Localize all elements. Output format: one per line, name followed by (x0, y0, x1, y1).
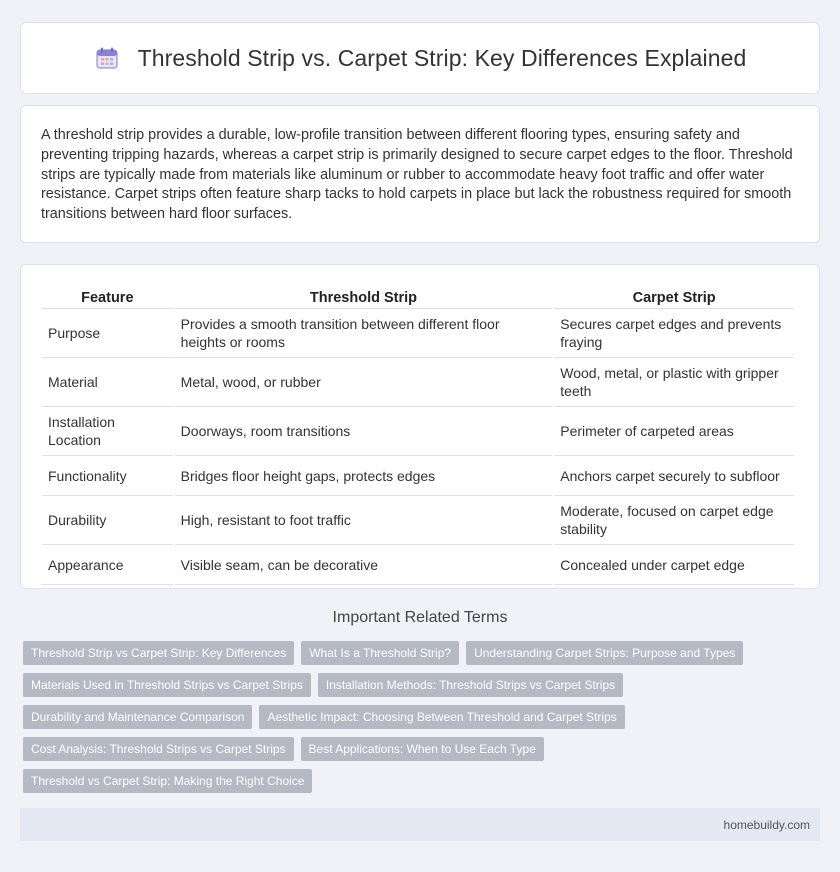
related-term-tag[interactable]: Durability and Maintenance Comparison (23, 705, 252, 729)
calendar-icon (94, 45, 120, 71)
related-term-tag[interactable]: Materials Used in Threshold Strips vs Carpet Strips (23, 673, 311, 697)
related-term-tag[interactable]: Aesthetic Impact: Choosing Between Threshold and Carpet Strips (259, 705, 624, 729)
footer (20, 808, 820, 841)
table-cell: High, resistant to foot traffic (175, 496, 553, 545)
related-terms-list (23, 641, 823, 801)
page-title: Threshold Strip vs. Carpet Strip: Key Differences Explained (137, 44, 747, 71)
table-cell: Metal, wood, or rubber (175, 358, 553, 407)
comparison-table-card (20, 264, 820, 589)
table-cell: Durability (42, 496, 173, 545)
footer-site-link[interactable]: homebuildy.com (723, 817, 810, 832)
table-row (42, 358, 794, 407)
intro-card (20, 105, 820, 243)
table-cell: Secures carpet edges and prevents fraying (554, 309, 794, 358)
table-cell: Functionality (42, 456, 173, 496)
table-cell: Appearance (42, 545, 173, 585)
table-cell: Bridges floor height gaps, protects edges (175, 456, 553, 496)
table-row (42, 456, 794, 496)
related-term-tag[interactable]: Best Applications: When to Use Each Type (301, 737, 544, 761)
related-term-tag[interactable]: Understanding Carpet Strips: Purpose and Types (466, 641, 743, 665)
column-header-feature: Feature (42, 283, 173, 309)
table-cell: Moderate, focused on carpet edge stability (554, 496, 794, 545)
related-term-tag[interactable]: What Is a Threshold Strip? (301, 641, 459, 665)
column-header-carpet-strip: Carpet Strip (554, 283, 794, 309)
table-cell: Provides a smooth transition between different floor heights or rooms (175, 309, 553, 358)
table-row (42, 496, 794, 545)
table-cell: Installation Location (42, 407, 173, 456)
table-cell: Doorways, room transitions (175, 407, 553, 456)
table-cell: Wood, metal, or plastic with gripper teeth (554, 358, 794, 407)
table-cell: Material (42, 358, 173, 407)
header-card (20, 22, 820, 94)
intro-paragraph: A threshold strip provides a durable, low-profile transition between different flooring types, ensuring safety and preventing tripping hazards, whereas a carpet strip is primarily designed to secure carpet edges to the floor. Threshold strips are typically made from materials like aluminum or rubber to accommodate heavy foot traffic and offer water resistance. Carpet strips often feature sharp tacks to hold carpets in place but lack the robustness required for smooth transitions between hard floor surfaces. (41, 127, 793, 223)
table-cell: Purpose (42, 309, 173, 358)
related-term-tag[interactable]: Cost Analysis: Threshold Strips vs Carpet Strips (23, 737, 294, 761)
related-term-tag[interactable]: Installation Methods: Threshold Strips vs Carpet Strips (318, 673, 623, 697)
table-row (42, 407, 794, 456)
table-cell: Visible seam, can be decorative (175, 545, 553, 585)
table-cell: Concealed under carpet edge (554, 545, 794, 585)
comparison-table (40, 283, 796, 585)
table-row (42, 309, 794, 358)
table-cell: Anchors carpet securely to subfloor (554, 456, 794, 496)
related-terms-title: Important Related Terms (332, 609, 508, 626)
related-term-tag[interactable]: Threshold vs Carpet Strip: Making the Right Choice (23, 769, 312, 793)
table-row (42, 545, 794, 585)
column-header-threshold-strip: Threshold Strip (175, 283, 553, 309)
related-term-tag[interactable]: Threshold Strip vs Carpet Strip: Key Differences (23, 641, 294, 665)
table-cell: Perimeter of carpeted areas (554, 407, 794, 456)
